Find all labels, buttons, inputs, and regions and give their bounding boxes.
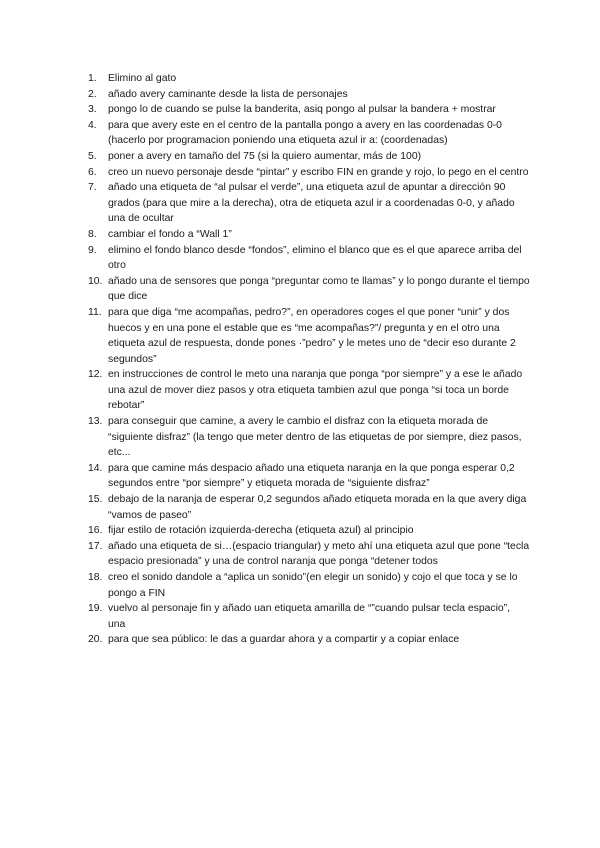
list-item-number: 6.: [88, 166, 97, 178]
list-item-number: 1.: [88, 73, 97, 84]
steps-list: [88, 71, 530, 648]
list-item: [88, 165, 530, 181]
list-item-text: para que avery este en el centro de la pantalla pongo a avery en las coordenadas 0-0 (hacerlo por programacion poniendo una etiqueta azul ir a: (coordenadas): [108, 119, 502, 147]
list-item-number: 16.: [88, 525, 103, 537]
list-item-number: 2.: [88, 88, 97, 100]
list-item: [88, 539, 530, 570]
list-item-number: 4.: [88, 119, 97, 131]
list-item-number: 14.: [88, 462, 103, 474]
list-item: [88, 601, 530, 632]
list-item-text: para que diga “me acompañas, pedro?”, en operadores coges el que poner “unir” y dos huecos y en una pone el estable que es “me acompañas?”/ pregunta y en el otro una etiqueta azul de respuesta, donde pones ·”pedro” y le metes uno de “decir eso durante 2 segundos”: [108, 306, 516, 365]
list-item-number: 8.: [88, 228, 97, 240]
list-item: [88, 274, 530, 305]
list-item: [88, 367, 530, 414]
list-item: [88, 570, 530, 601]
list-item: [88, 632, 530, 648]
list-item: [88, 118, 530, 149]
list-item: [88, 102, 530, 118]
list-item: [88, 492, 530, 523]
list-item-number: 15.: [88, 494, 103, 506]
list-item: [88, 149, 530, 165]
list-item-number: 7.: [88, 182, 97, 194]
list-item: [88, 243, 530, 274]
list-item-text: para que camine más despacio añado una etiqueta naranja en la que ponga esperar 0,2 segundos entre “por siempre” y etiqueta morada de “siguiente disfraz”: [108, 462, 515, 490]
list-item: [88, 71, 530, 87]
list-item-text: pongo lo de cuando se pulse la banderita, asiq pongo al pulsar la bandera + mostrar: [108, 104, 496, 116]
list-item-number: 12.: [88, 369, 103, 381]
list-item-number: 13.: [88, 416, 103, 428]
list-item-number: 11.: [88, 306, 102, 318]
list-item-text: añado una etiqueta de si…(espacio triangular) y meto ahí una etiqueta azul que pone “tecla espacio presionada” y una de control naranja que ponga “detener todos: [108, 540, 530, 568]
list-item-text: creo el sonido dandole a “aplica un sonido”(en elegir un sonido) y cojo el que toca y se lo pongo a FIN: [108, 572, 518, 599]
list-item-number: 18.: [88, 572, 103, 583]
list-item-text: vuelvo al personaje fin y añado uan etiqueta amarilla de “”cuando pulsar tecla espacio”, una: [108, 603, 511, 630]
list-item: [88, 227, 530, 243]
list-item-number: 3.: [88, 104, 97, 116]
list-item: [88, 305, 530, 367]
list-item: [88, 87, 530, 103]
list-item-number: 17.: [88, 540, 103, 552]
list-item-text: añado una etiqueta de “al pulsar el verde”, una etiqueta azul de apuntar a dirección 90 grados (para que mire a la derecha), otra de etiqueta azul ir a coordenadas 0-0, y añado una de ocultar: [108, 182, 515, 225]
list-item-text: añado avery caminante desde la lista de personajes: [108, 88, 348, 100]
list-item: [88, 461, 530, 492]
list-item-text: para que sea público: le das a guardar ahora y a compartir y a copiar enlace: [108, 634, 460, 646]
list-item-text: elimino el fondo blanco desde “fondos”, elimino el blanco que es el que aparece arriba del otro: [108, 244, 522, 272]
list-item-text: en instrucciones de control le meto una naranja que ponga “por siempre” y a ese le añado una azul de mover diez pasos y otra etiqueta tambien azul que ponga “si toca un borde rebotar”: [108, 369, 523, 412]
list-item: [88, 180, 530, 227]
list-item-text: para conseguir que camine, a avery le cambio el disfraz con la etiqueta morada de “siguiente disfraz” (la tengo que meter dentro de las etiquetas de por siempre, diez pasos, etc...: [108, 416, 522, 459]
list-item-text: poner a avery en tamaño del 75 (si la quiero aumentar, más de 100): [108, 150, 422, 162]
list-item-number: 10.: [88, 275, 103, 287]
list-item-number: 5.: [88, 150, 97, 162]
list-item-text: cambiar el fondo a “Wall 1”: [108, 228, 232, 240]
list-item-text: creo un nuevo personaje desde “pintar” y escribo FIN en grande y rojo, lo pego en el centro: [108, 166, 529, 178]
list-item-number: 9.: [88, 244, 97, 256]
list-item-number: 20.: [88, 634, 103, 646]
list-item-text: fijar estilo de rotación izquierda-derecha (etiqueta azul) al principio: [108, 525, 414, 537]
list-item: [88, 414, 530, 461]
list-item-text: debajo de la naranja de esperar 0,2 segundos añado etiqueta morada en la que avery diga “vamos de paseo”: [108, 494, 527, 521]
list-item-number: 19.: [88, 603, 103, 615]
list-item-text: Elimino al gato: [108, 73, 177, 84]
list-item-text: añado una de sensores que ponga “preguntar como te llamas” y lo pongo durante el tiempo que dice: [108, 275, 530, 303]
list-item: [88, 523, 530, 539]
